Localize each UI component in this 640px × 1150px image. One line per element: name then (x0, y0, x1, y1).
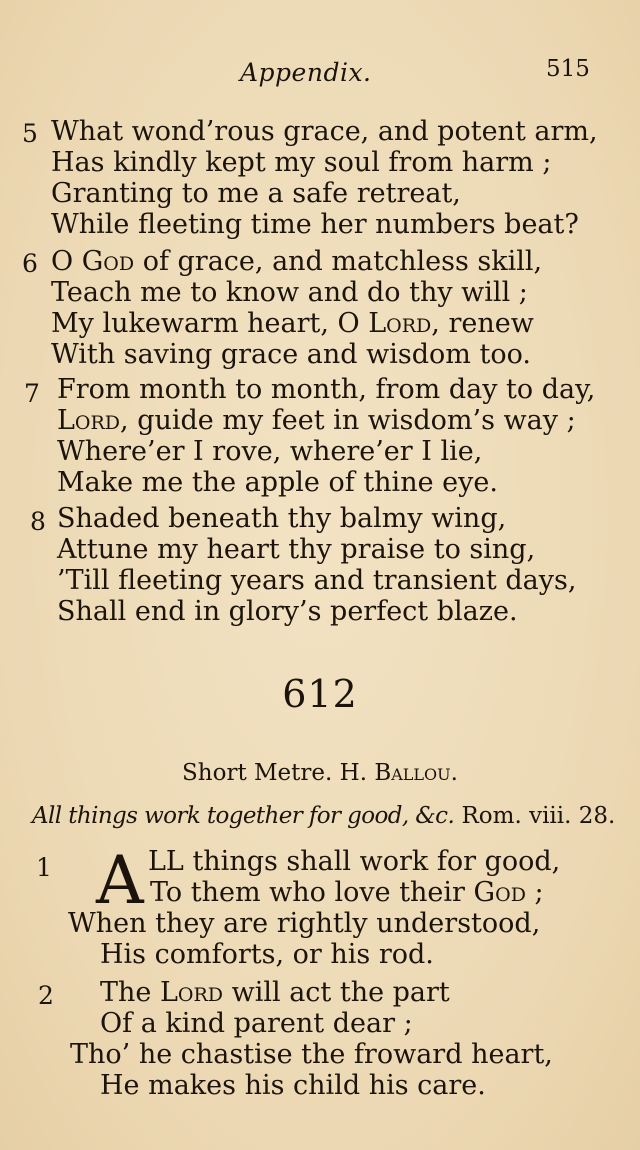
page-header (0, 58, 640, 98)
verse-line: My lukewarm heart, O Lord, renew (51, 308, 534, 339)
verse-line: Lord, guide my feet in wisdom’s way ; (57, 405, 576, 436)
verse-line: Granting to me a safe retreat, (51, 178, 461, 209)
verse-number: 8 (30, 507, 46, 536)
running-title: Appendix. (240, 58, 372, 87)
meter-and-author (0, 760, 640, 786)
verse-line: Shaded beneath thy balmy wing, (57, 503, 507, 534)
verse-line: Teach me to know and do thy will ; (51, 277, 528, 308)
author-prefix: H. (339, 760, 368, 786)
page-number: 515 (546, 56, 590, 82)
verse-line: LL things shall work for good, (148, 846, 561, 877)
verse-number: 2 (38, 981, 54, 1010)
meter: Short Metre. (182, 760, 333, 786)
verse-line: With saving grace and wisdom too. (51, 339, 531, 370)
verse-line: Tho’ he chastise the froward heart, (70, 1039, 553, 1070)
verse-number: 1 (36, 853, 52, 882)
verse-line: His comforts, or his rod. (100, 939, 434, 970)
verse-line: ’Till fleeting years and transient days, (57, 565, 577, 596)
hymn-subject (32, 803, 615, 829)
verse-line: Make me the apple of thine eye. (57, 467, 498, 498)
verse-line: Shall end in glory’s perfect blaze. (57, 596, 518, 627)
verse-line: To them who love their God ; (150, 877, 544, 908)
verse-line: He makes his child his care. (100, 1070, 486, 1101)
verse-line: The Lord will act the part (100, 977, 450, 1008)
verse-line: When they are rightly understood, (68, 908, 541, 939)
verse-line: Where’er I rove, where’er I lie, (57, 436, 483, 467)
verse-line: What wond’rous grace, and potent arm, (51, 116, 598, 147)
verse-line: Attune my heart thy praise to sing, (57, 534, 536, 565)
verse-line: Has kindly kept my soul from harm ; (51, 147, 552, 178)
drop-cap: A (96, 842, 144, 919)
verse-line: While fleeting time her numbers beat? (51, 209, 579, 240)
verse-line: O God of grace, and matchless skill, (51, 246, 543, 277)
verse-number: 7 (24, 379, 40, 408)
verse-number: 5 (22, 119, 38, 148)
verse-line: From month to month, from day to day, (57, 374, 596, 405)
verse-number: 6 (22, 249, 38, 278)
author: Ballou. (374, 760, 458, 786)
hymn-number: 612 (282, 672, 358, 716)
subject-text: All things work together for good, &c. (32, 803, 455, 829)
verse-line: Of a kind parent dear ; (100, 1008, 413, 1039)
scripture-reference: Rom. viii. 28. (461, 803, 616, 829)
